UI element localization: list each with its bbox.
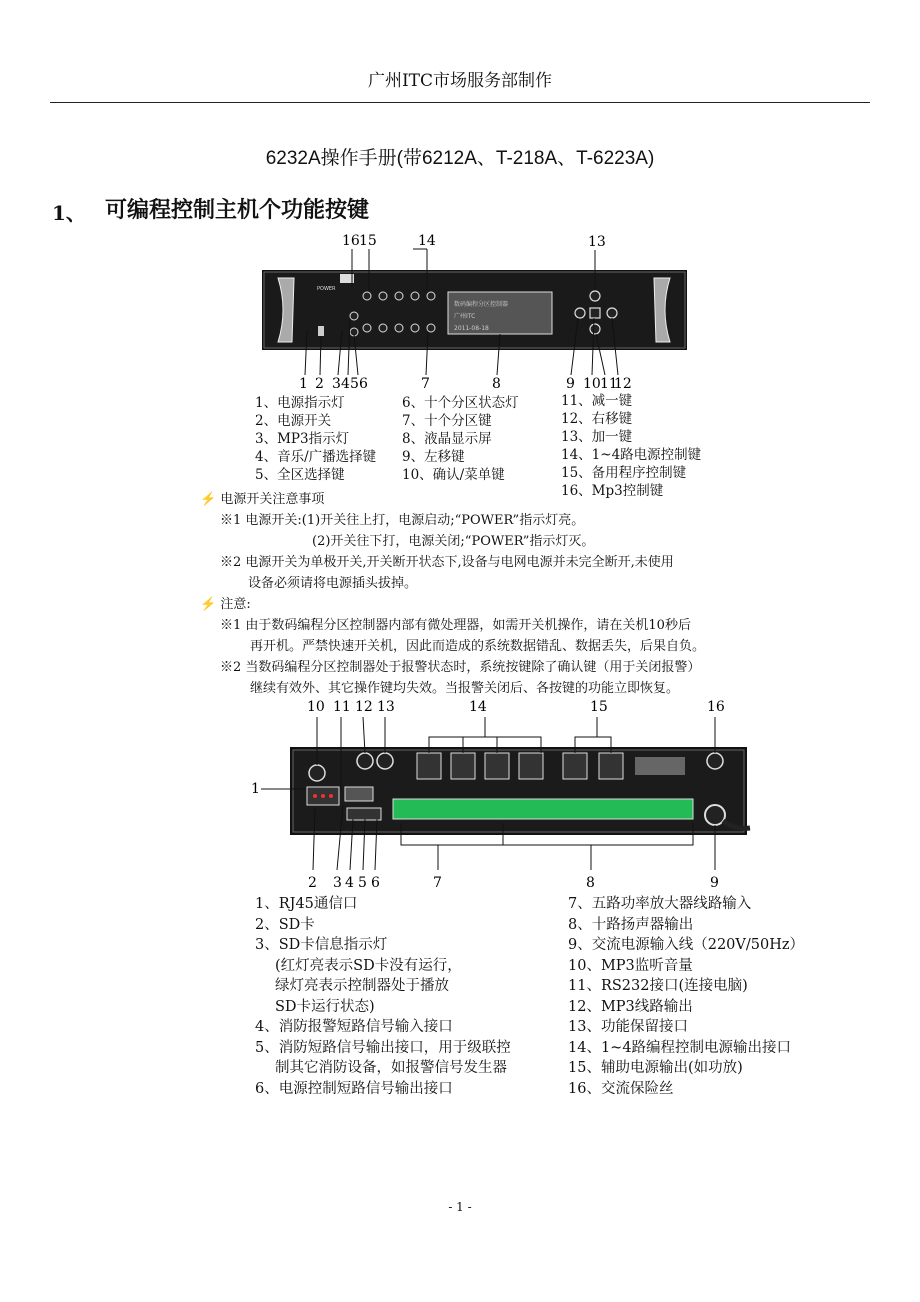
list-item: 4、音乐/广播选择键: [255, 449, 377, 465]
front-list-col2: [402, 394, 519, 484]
list-item: 8、十路扬声器输出: [568, 916, 694, 933]
list-item: 10、确认/菜单键: [402, 467, 505, 483]
note-line: ※2 当数码编程分区控制器处于报警状态时，系统按键除了确认键（用于关闭报警）: [220, 660, 701, 675]
callout-3: 3: [332, 376, 341, 392]
list-item: (红灯亮表示SD卡没有运行，: [275, 957, 462, 974]
note-line: ※2 电源开关为单极开关,开关断开状态下,设备与电网电源并未完全断开,未使用: [220, 555, 674, 570]
list-item: 7、五路功率放大器线路输入: [568, 896, 752, 912]
note-line: (2)开关往下打，电源关闭;“POWER”指示灯灭。: [312, 534, 595, 549]
list-item: 6、电源控制短路信号输出接口: [255, 1080, 453, 1097]
list-item: 11、减一键: [561, 393, 633, 409]
callout-9: 9: [710, 875, 719, 891]
list-item: 15、辅助电源输出(如功放): [568, 1060, 743, 1076]
callout-4: 4: [345, 875, 354, 891]
list-item: 14、1~4路编程控制电源输出接口: [568, 1039, 792, 1056]
note-line: 再开机。严禁快速开关机，因此而造成的系统数据错乱、数据丢失，后果自负。: [250, 639, 706, 654]
front-panel-device: [262, 270, 687, 350]
power-label: POWER: [317, 286, 336, 292]
rear-panel-device: [290, 747, 750, 835]
callout-12: 12: [614, 376, 632, 392]
warning-icon: ⚡: [200, 597, 217, 612]
list-item: 11、RS232接口(连接电脑): [568, 978, 748, 994]
list-item: 2、电源开关: [255, 413, 332, 429]
callout-2: 2: [315, 376, 324, 392]
list-item: 5、全区选择键: [255, 467, 345, 483]
callout-14: 14: [469, 699, 487, 715]
notes-heading: 注意:: [220, 597, 251, 612]
power-notes-heading: 电源开关注意事项: [220, 492, 325, 507]
callout-8: 8: [492, 376, 501, 392]
rear-list-left: [255, 894, 511, 1099]
callout-16: 16: [707, 699, 725, 715]
front-panel-diagram: [250, 230, 700, 395]
list-item: 2、SD卡: [255, 916, 315, 933]
list-item: 制其它消防设备，如报警信号发生器: [275, 1060, 507, 1076]
callout-6: 6: [371, 875, 380, 891]
document-title: 6232A操作手册(带6212A、T-218A、T-6223A): [265, 148, 655, 169]
callout-13: 13: [377, 699, 395, 715]
general-notes: [200, 594, 705, 699]
list-item: 10、MP3监听音量: [568, 957, 693, 974]
callout-9: 9: [566, 376, 575, 392]
section-title: 可编程控制主机个功能按键: [105, 198, 370, 223]
callout-8: 8: [586, 875, 595, 891]
callout-2: 2: [308, 875, 317, 891]
power-notes: [200, 489, 674, 594]
callout-15: 15: [359, 233, 377, 249]
callout-16: 16: [342, 233, 360, 249]
lcd-line-1: 数码编程分区控制器: [454, 301, 509, 308]
list-item: 6、十个分区状态灯: [402, 395, 519, 411]
list-item: 1、电源指示灯: [255, 395, 345, 411]
warning-icon: ⚡: [200, 492, 217, 507]
list-item: 14、1~4路电源控制键: [561, 447, 702, 463]
list-item: 16、交流保险丝: [568, 1080, 674, 1097]
lcd-line-2: 广州ITC: [454, 313, 476, 320]
callout-11: 11: [600, 376, 618, 392]
list-item: 13、加一键: [561, 429, 633, 445]
lcd-line-3: 2011-08-18: [454, 325, 489, 332]
front-list-col3: [561, 392, 701, 500]
callout-1: 1: [251, 781, 260, 797]
callout-4: 4: [341, 376, 350, 392]
callout-3: 3: [333, 875, 342, 891]
callout-12: 12: [355, 699, 373, 715]
callout-13: 13: [588, 234, 606, 250]
list-item: 12、右移键: [561, 411, 633, 427]
list-item: 15、备用程序控制键: [561, 465, 687, 481]
callout-7: 7: [433, 875, 442, 891]
callout-11: 11: [333, 699, 351, 715]
page-header: 广州ITC市场服务部制作: [367, 71, 553, 91]
note-line: ※1 由于数码编程分区控制器内部有微处理器，如需开关机操作，请在关机10秒后: [220, 618, 691, 633]
list-item: 9、左移键: [402, 449, 465, 465]
note-line: 设备必须请将电源插头拔掉。: [248, 576, 418, 591]
list-item: 9、交流电源输入线（220V/50Hz）: [568, 937, 804, 953]
callout-10: 10: [307, 699, 325, 715]
callout-7: 7: [421, 376, 430, 392]
note-line: 继续有效外、其它操作键均失效。当报警关闭后、各按键的功能立即恢复。: [250, 681, 680, 696]
list-item: 4、消防报警短路信号输入接口: [255, 1019, 453, 1035]
rear-list-right: [568, 894, 804, 1099]
list-item: 3、MP3指示灯: [255, 431, 350, 447]
list-item: 8、液晶显示屏: [402, 431, 492, 447]
front-list-col1: [255, 394, 376, 484]
callout-14: 14: [418, 233, 436, 249]
callout-6: 6: [359, 376, 368, 392]
list-item: 13、功能保留接口: [568, 1019, 688, 1035]
list-item: 绿灯亮表示控制器处于播放: [275, 978, 449, 994]
callout-1: 1: [299, 376, 308, 392]
page-number: - 1 -: [448, 1200, 472, 1214]
list-item: 1、RJ45通信口: [255, 896, 358, 912]
rear-panel-diagram: [245, 695, 765, 895]
list-item: 3、SD卡信息指示灯: [255, 937, 388, 953]
header-rule: [50, 102, 870, 103]
callout-5: 5: [358, 875, 367, 891]
callout-15: 15: [590, 699, 608, 715]
callout-5: 5: [350, 376, 359, 392]
callout-10: 10: [583, 376, 601, 392]
list-item: 7、十个分区键: [402, 413, 492, 429]
list-item: 5、消防短路信号输出接口，用于级联控: [255, 1039, 511, 1056]
list-item: SD卡运行状态): [275, 998, 375, 1015]
list-item: 12、MP3线路输出: [568, 998, 693, 1015]
note-line: ※1 电源开关:(1)开关往上打，电源启动;“POWER”指示灯亮。: [220, 513, 585, 528]
list-item: 16、Mp3控制键: [561, 483, 664, 499]
section-number: 1、: [52, 201, 86, 225]
